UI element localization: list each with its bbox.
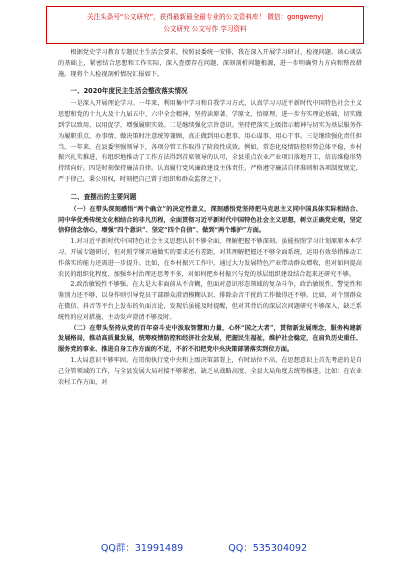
section-1-paragraph: 一是深入开展理论学习。一年来，利用集中学习和自我学习方式，认真学习习近平新时代中国特色社会主义思想和党的十九大及十九届五中、六中全会精神，坚持读原著、学原文、悟原理，进一步夯实理论基础，切实做到学以致用、以用促学，增强履职实效。二是继续强化宗旨意识。坚持把落实上级指示精神与切实为基层服务作为履职重点，办事情、做决策时注意统筹兼顾，真正做到用心想事、用心谋事、用心干事。三是继续强化责任担当。一年来，在县委坚强领导下，各项分管工作取得了阶段性成效。例如，常态化疫情防控形势总体平稳，乡村振兴扎实推进，有组织地推动了工作方法得到首席领导的认可，全县重点农业产业项目落地开工，信访维稳形势持续向好。四是时刻保持廉洁自律。认真履行党风廉政建设主体责任，严格遵守廉洁自律准则和各项制度规定，严于律己，秉公用权，时刻把自己置于组织和群众监督之下。 [58,100,362,183]
intro-paragraph: 根据党史学习教育专题民主生活会要求，按照县委统一安排，我在深入开展学习研讨、检视问题、谈心谈话的基础上，紧密结合思想和工作实际，深入查摆存在问题，深刻剖析问题根源，进一步明确努力方向和整改措施。现将个人检视剖析情况汇报如下。 [58,49,362,78]
header-banner [46,6,364,44]
section-heading-1: 一、2020年度民主生活会整改落实情况 [70,87,188,96]
footer-contacts [0,536,408,558]
banner-line-2: 公文研究 公文写作 学习资料 [163,25,247,33]
subsection-1-item-2: 2.政治敏锐性不够强。在大是大非面前从不含糊，但面对意识形态领域的复杂斗争，政治敏锐性、警觉性和鉴别力还不够，以身作则引导党员干部群众澄清模糊认识、排除杂音干扰的工作做得还不够。比如，对个别群众在微信、抖音等平台上发布的负面言论，发现后虽能及时提醒，但对其背后的深层次问题研究不够深入，缺乏系统性的应对措施，主动发声澄清不够及时。 [58,281,362,321]
document-body [58,48,362,388]
subsection-1-item-1: 1.对习近平新时代中国特色社会主义思想认识不够全面，理解把握不够深刻。虽能按照学习计划原原本本学习、开展专题研讨，但对照学懂弄通做实的要求还有差距，对其理解把握还不够全面系统，运用有效举措推动工作落实的能力还需进一步提升。比如，在乡村振兴工作中，通过大力发展特色产业带动群众增收，但对如何提高农民的组织化程度、加强乡村治理还思考不多，对如何把乡村振兴与党的基层组织建设结合起来还研究不够。 [58,238,362,278]
subsection-2-title: （二）在带头坚持从党的百年奋斗史中汲取智慧和力量，心怀“国之大者”，贯彻新发展理念，服务构建新发展格局，推动高质量发展，统筹疫情防控和经济社会发展，把握民生福祉，维护社会稳定，在肩负历史重任、服务党的事业、推进自身工作方面的不足，不折不扣把党中央决策部署落实到位方面。 [58,324,362,354]
subsection-2-item-1: 1.大局意识不够牢固。在贯彻执行党中央和上级决策部署上，有时站位不高，在思想意识上首先考虑的是自己分管领域的工作，与全县发展大局对接不够紧密，缺乏从战略高度、全县大局角度去统筹推进。比如：在农业农村工作方面，对 [58,356,362,386]
footer-qq-group: QQ群：31991489 [100,543,184,554]
banner-line-1: 关注头条号“公文研究”，获得最新最全最专业的公文资料库！ 微信：gongwenyj [86,13,324,21]
footer-qq: QQ：535304092 [228,543,308,554]
section-heading-2: 二、查摆出的主要问题 [70,192,137,201]
subsection-1-title: （一）在带头深刻感悟“两个确立”的决定性意义，深刻感悟党坚持把马克思主义同中国具体实际相结合、同中华优秀传统文化相结合的非凡历程，全面贯彻习近平新时代中国特色社会主义思想，树立正确党史观，坚定信仰信念信心，增强“四个意识”、坚定“四个自信”、做到“两个维护”方面。 [58,205,362,235]
